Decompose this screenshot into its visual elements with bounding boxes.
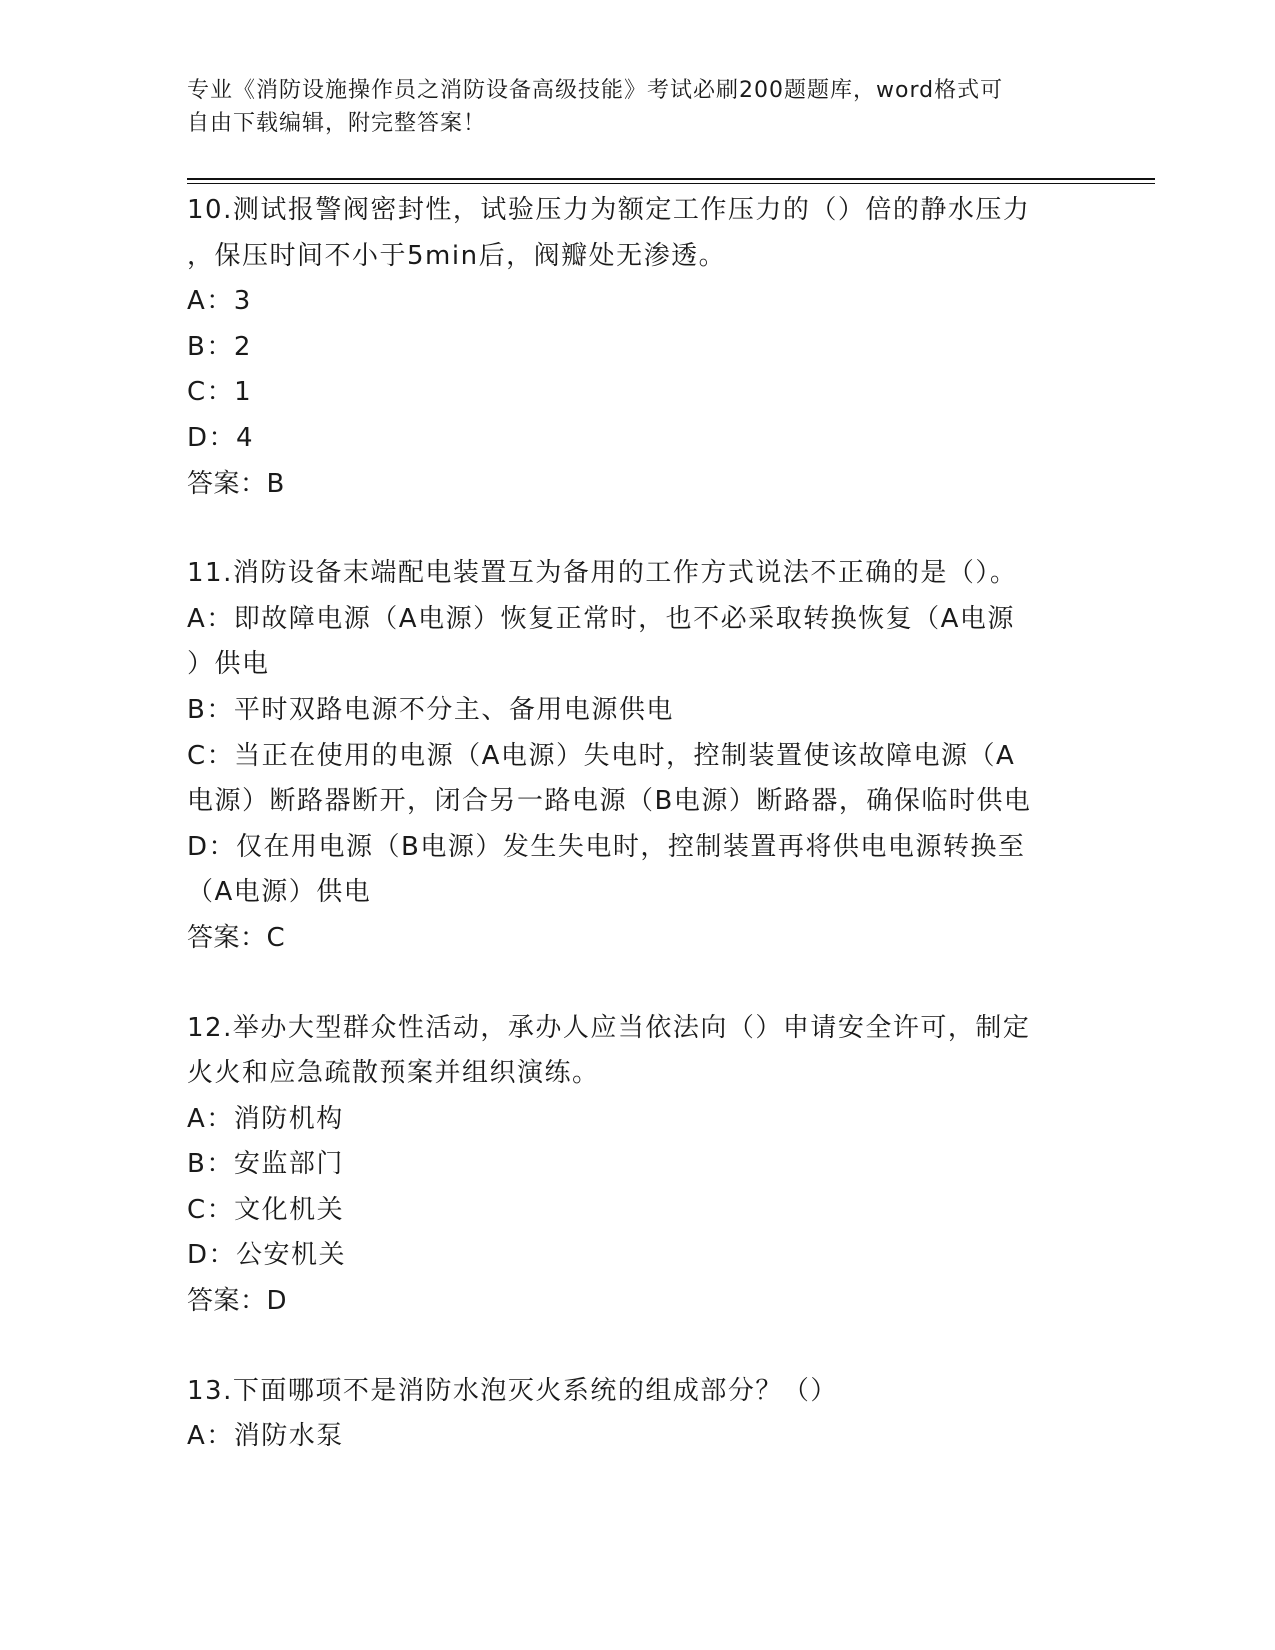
header-divider-thin bbox=[187, 183, 1155, 184]
question-12 bbox=[187, 1006, 1087, 1325]
header-divider-thick bbox=[187, 178, 1155, 180]
question-stem: 12.举办大型群众性活动，承办人应当依法向（）申请安全许可，制定 bbox=[187, 1012, 1031, 1043]
answer-line: 答案：C bbox=[187, 922, 286, 953]
option-d: D：仅在用电源（B电源）发生失电时，控制装置再将供电电源转换至 bbox=[187, 831, 1026, 862]
option-d: D：4 bbox=[187, 422, 255, 453]
answer-line: 答案：B bbox=[187, 468, 285, 499]
question-11 bbox=[187, 551, 1087, 961]
option-b: B：2 bbox=[187, 331, 252, 362]
option-c: C：当正在使用的电源（A电源）失电时，控制装置使该故障电源（A bbox=[187, 740, 1016, 771]
option-a: A：消防水泵 bbox=[187, 1421, 344, 1452]
answer-line: 答案：D bbox=[187, 1286, 288, 1317]
option-c: C：文化机关 bbox=[187, 1194, 345, 1225]
option-a: A：消防机构 bbox=[187, 1103, 344, 1134]
document-header bbox=[187, 74, 1087, 140]
option-b: B：平时双路电源不分主、备用电源供电 bbox=[187, 694, 674, 725]
option-c-continued: 电源）断路器断开，闭合另一路电源（B电源）断路器，确保临时供电 bbox=[187, 786, 1032, 817]
question-stem: 10.测试报警阀密封性，试验压力为额定工作压力的（）倍的静水压力 bbox=[187, 195, 1031, 225]
option-c: C：1 bbox=[187, 377, 253, 408]
header-line-1: 专业《消防设施操作员之消防设备高级技能》考试必刷200题题库，word格式可 bbox=[187, 78, 1004, 103]
question-13 bbox=[187, 1369, 1087, 1460]
option-d-continued: （A电源）供电 bbox=[187, 877, 372, 908]
header-line-2: 自由下载编辑，附完整答案！ bbox=[187, 111, 487, 136]
question-list bbox=[187, 188, 1087, 1504]
question-10 bbox=[187, 188, 1087, 507]
option-d: D：公安机关 bbox=[187, 1240, 347, 1271]
question-stem: 火火和应急疏散预案并组织演练。 bbox=[187, 1058, 600, 1089]
option-b: B：安监部门 bbox=[187, 1149, 344, 1180]
question-stem: 11.消防设备末端配电装置互为备用的工作方式说法不正确的是（）。 bbox=[187, 558, 1018, 589]
option-a-continued: ）供电 bbox=[187, 649, 270, 680]
option-a: A：3 bbox=[187, 286, 252, 317]
option-a: A：即故障电源（A电源）恢复正常时，也不必采取转换恢复（A电源 bbox=[187, 603, 1015, 634]
question-stem: ，保压时间不小于5min后，阀瓣处无渗透。 bbox=[187, 240, 727, 271]
question-stem: 13.下面哪项不是消防水泡灭火系统的组成部分？（） bbox=[187, 1375, 838, 1406]
